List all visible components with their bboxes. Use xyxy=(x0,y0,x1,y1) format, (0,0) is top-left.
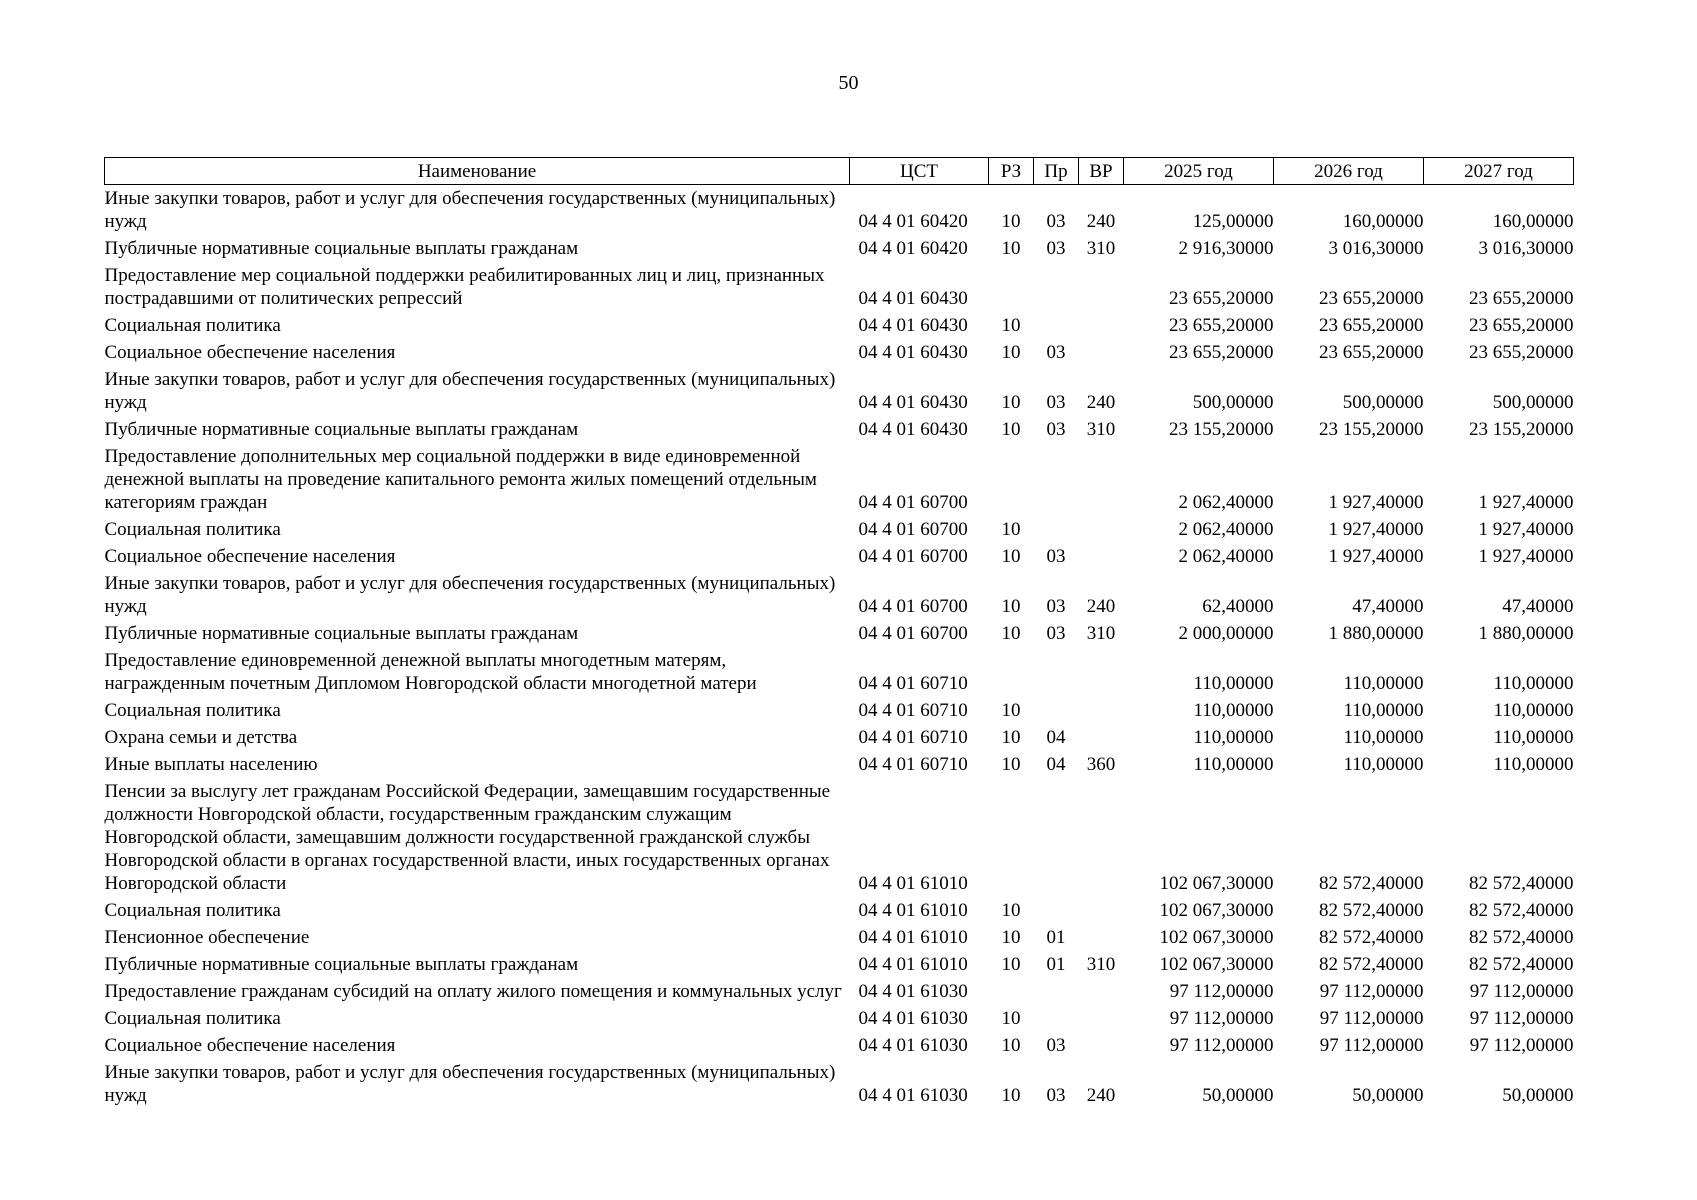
cell-name: Иные закупки товаров, работ и услуг для обеспечения государственных (муниципальных) нужд xyxy=(104,188,836,232)
cell-2026: 50,00000 xyxy=(1352,1085,1424,1106)
cell-2025: 23 655,20000 xyxy=(1169,342,1274,363)
budget-table xyxy=(104,157,1574,1109)
cell-rz: 10 xyxy=(1001,900,1021,921)
cell-cst: 04 4 01 61030 xyxy=(858,981,968,1002)
cell-name: Социальная политика xyxy=(104,519,281,540)
cell-cst: 04 4 01 61010 xyxy=(858,954,968,975)
cell-2025: 23 655,20000 xyxy=(1169,315,1274,336)
table-row xyxy=(105,1005,1574,1032)
cell-cst: 04 4 01 60700 xyxy=(858,623,968,644)
cell-2025: 125,00000 xyxy=(1192,211,1274,232)
header-name: Наименование xyxy=(105,158,850,185)
header-cst: ЦСТ xyxy=(850,158,989,185)
cell-2025: 500,00000 xyxy=(1192,392,1274,413)
cell-pr xyxy=(1034,778,1079,897)
cell-pr: 04 xyxy=(1046,727,1066,748)
cell-2027: 110,00000 xyxy=(1493,754,1574,775)
cell-vr xyxy=(1079,924,1124,951)
cell-name: Публичные нормативные социальные выплаты гражданам xyxy=(104,954,579,975)
cell-name: Предоставление гражданам субсидий на оплату жилого помещения и коммунальных услуг xyxy=(104,981,842,1002)
table-row xyxy=(105,235,1574,262)
cell-cst: 04 4 01 60430 xyxy=(858,392,968,413)
cell-2026: 23 155,20000 xyxy=(1319,419,1424,440)
cell-pr xyxy=(1034,1005,1079,1032)
cell-cst: 04 4 01 60420 xyxy=(858,238,968,259)
cell-vr xyxy=(1079,443,1124,516)
table-row xyxy=(105,1032,1574,1059)
cell-name: Иные закупки товаров, работ и услуг для обеспечения государственных (муниципальных) нужд xyxy=(104,1062,836,1106)
cell-2027: 1 927,40000 xyxy=(1478,546,1574,567)
cell-pr xyxy=(1034,978,1079,1005)
page-number: 50 xyxy=(838,72,859,94)
cell-rz: 10 xyxy=(1001,727,1021,748)
cell-2025: 110,00000 xyxy=(1193,754,1274,775)
cell-rz: 10 xyxy=(1001,623,1021,644)
cell-2025: 110,00000 xyxy=(1193,673,1274,694)
cell-2025: 50,00000 xyxy=(1202,1085,1274,1106)
cell-pr: 03 xyxy=(1046,623,1066,644)
cell-cst: 04 4 01 60420 xyxy=(858,211,968,232)
cell-2026: 3 016,30000 xyxy=(1328,238,1424,259)
cell-rz: 10 xyxy=(1001,546,1021,567)
cell-2025: 2 062,40000 xyxy=(1178,492,1274,513)
cell-name: Публичные нормативные социальные выплаты гражданам xyxy=(104,238,579,259)
cell-2025: 23 155,20000 xyxy=(1169,419,1274,440)
cell-vr xyxy=(1079,778,1124,897)
cell-pr xyxy=(1034,647,1079,697)
cell-2026: 82 572,40000 xyxy=(1319,873,1424,894)
table-row xyxy=(105,751,1574,778)
cell-pr xyxy=(1034,443,1079,516)
cell-2025: 102 067,30000 xyxy=(1159,900,1274,921)
cell-2027: 1 927,40000 xyxy=(1478,492,1574,513)
cell-pr xyxy=(1034,697,1079,724)
cell-cst: 04 4 01 60430 xyxy=(858,342,968,363)
table-row xyxy=(105,924,1574,951)
cell-2027: 82 572,40000 xyxy=(1469,927,1574,948)
cell-2027: 110,00000 xyxy=(1493,727,1574,748)
cell-pr: 03 xyxy=(1046,238,1066,259)
cell-name: Охрана семьи и детства xyxy=(104,727,298,748)
cell-2027: 23 655,20000 xyxy=(1469,288,1574,309)
cell-2026: 1 927,40000 xyxy=(1328,492,1424,513)
cell-vr: 310 xyxy=(1086,623,1116,644)
table-row xyxy=(105,443,1574,516)
cell-vr: 240 xyxy=(1086,1085,1116,1106)
cell-2026: 1 927,40000 xyxy=(1328,519,1424,540)
cell-cst: 04 4 01 61030 xyxy=(858,1085,968,1106)
cell-2027: 82 572,40000 xyxy=(1469,873,1574,894)
cell-rz: 10 xyxy=(1001,700,1021,721)
cell-2027: 82 572,40000 xyxy=(1469,954,1574,975)
header-2027: 2027 год xyxy=(1424,158,1574,185)
cell-vr: 310 xyxy=(1086,238,1116,259)
cell-2026: 23 655,20000 xyxy=(1319,342,1424,363)
cell-2027: 97 112,00000 xyxy=(1469,981,1574,1002)
cell-name: Предоставление единовременной денежной выплаты многодетным матерям, награжденным почетным Дипломом Новгородской области многодетной матери xyxy=(104,650,757,694)
cell-cst: 04 4 01 60710 xyxy=(858,727,968,748)
cell-cst: 04 4 01 60710 xyxy=(858,673,968,694)
header-2026: 2026 год xyxy=(1274,158,1424,185)
cell-rz xyxy=(989,262,1034,312)
cell-pr xyxy=(1034,897,1079,924)
header-vr: ВР xyxy=(1079,158,1124,185)
cell-pr: 03 xyxy=(1046,419,1066,440)
cell-pr xyxy=(1034,312,1079,339)
cell-2025: 2 062,40000 xyxy=(1178,546,1274,567)
cell-rz xyxy=(989,647,1034,697)
cell-2027: 1 927,40000 xyxy=(1478,519,1574,540)
cell-pr: 03 xyxy=(1046,1085,1066,1106)
cell-2025: 102 067,30000 xyxy=(1159,927,1274,948)
cell-2025: 23 655,20000 xyxy=(1169,288,1274,309)
cell-2027: 23 655,20000 xyxy=(1469,342,1574,363)
cell-2025: 97 112,00000 xyxy=(1169,1035,1274,1056)
cell-2027: 1 880,00000 xyxy=(1478,623,1574,644)
cell-rz: 10 xyxy=(1001,315,1021,336)
header-rz: РЗ xyxy=(989,158,1034,185)
table-row xyxy=(105,416,1574,443)
cell-2026: 500,00000 xyxy=(1342,392,1424,413)
cell-vr xyxy=(1079,724,1124,751)
cell-vr: 360 xyxy=(1086,754,1116,775)
cell-name: Социальное обеспечение населения xyxy=(104,1035,396,1056)
cell-vr xyxy=(1079,1005,1124,1032)
cell-vr xyxy=(1079,516,1124,543)
cell-2026: 23 655,20000 xyxy=(1319,288,1424,309)
cell-vr: 310 xyxy=(1086,954,1116,975)
cell-2026: 47,40000 xyxy=(1352,596,1424,617)
table-row xyxy=(105,543,1574,570)
table-row xyxy=(105,647,1574,697)
cell-vr xyxy=(1079,262,1124,312)
cell-2026: 110,00000 xyxy=(1343,700,1424,721)
cell-2026: 97 112,00000 xyxy=(1319,1008,1424,1029)
cell-rz: 10 xyxy=(1001,1008,1021,1029)
table-row xyxy=(105,366,1574,416)
table-row xyxy=(105,620,1574,647)
cell-cst: 04 4 01 60430 xyxy=(858,315,968,336)
cell-name: Пенсионное обеспечение xyxy=(104,927,310,948)
table-row xyxy=(105,1059,1574,1109)
cell-2025: 62,40000 xyxy=(1202,596,1274,617)
cell-cst: 04 4 01 61010 xyxy=(858,873,968,894)
cell-cst: 04 4 01 60700 xyxy=(858,596,968,617)
cell-name: Предоставление мер социальной поддержки реабилитированных лиц и лиц, признанных пострадавшими от политических репрессий xyxy=(104,265,825,309)
cell-cst: 04 4 01 61010 xyxy=(858,927,968,948)
cell-2026: 97 112,00000 xyxy=(1319,1035,1424,1056)
cell-pr: 03 xyxy=(1046,211,1066,232)
cell-2026: 82 572,40000 xyxy=(1319,954,1424,975)
table-row xyxy=(105,262,1574,312)
cell-vr: 240 xyxy=(1086,211,1116,232)
cell-2026: 1 927,40000 xyxy=(1328,546,1424,567)
cell-vr xyxy=(1079,543,1124,570)
table-row xyxy=(105,724,1574,751)
cell-2026: 1 880,00000 xyxy=(1328,623,1424,644)
cell-2027: 82 572,40000 xyxy=(1469,900,1574,921)
cell-pr xyxy=(1034,516,1079,543)
cell-rz xyxy=(989,778,1034,897)
cell-rz: 10 xyxy=(1001,519,1021,540)
cell-rz: 10 xyxy=(1001,1085,1021,1106)
cell-name: Социальная политика xyxy=(104,1008,281,1029)
cell-2027: 50,00000 xyxy=(1502,1085,1574,1106)
cell-pr: 01 xyxy=(1046,927,1066,948)
cell-rz: 10 xyxy=(1001,211,1021,232)
cell-rz: 10 xyxy=(1001,596,1021,617)
cell-2027: 110,00000 xyxy=(1493,673,1574,694)
cell-cst: 04 4 01 60710 xyxy=(858,754,968,775)
cell-2026: 160,00000 xyxy=(1342,211,1424,232)
cell-rz: 10 xyxy=(1001,342,1021,363)
cell-cst: 04 4 01 60710 xyxy=(858,700,968,721)
table-row xyxy=(105,516,1574,543)
cell-2026: 82 572,40000 xyxy=(1319,900,1424,921)
cell-2027: 23 155,20000 xyxy=(1469,419,1574,440)
cell-2027: 47,40000 xyxy=(1502,596,1574,617)
cell-name: Пенсии за выслугу лет гражданам Российской Федерации, замещавшим государственные должности Новгородской области, государственным гражданским служащим Новгородской области, замещавшим должности государственной гражданской службы Новгородской области в органах государственной власти, иных государственных органах Новгородской области xyxy=(104,781,831,894)
cell-2027: 110,00000 xyxy=(1493,700,1574,721)
cell-2025: 102 067,30000 xyxy=(1159,873,1274,894)
cell-vr xyxy=(1079,339,1124,366)
cell-2026: 23 655,20000 xyxy=(1319,315,1424,336)
cell-name: Иные выплаты населению xyxy=(104,754,318,775)
cell-name: Социальное обеспечение населения xyxy=(104,546,396,567)
cell-rz: 10 xyxy=(1001,238,1021,259)
cell-2025: 97 112,00000 xyxy=(1169,981,1274,1002)
cell-pr: 01 xyxy=(1046,954,1066,975)
table-row xyxy=(105,897,1574,924)
cell-pr: 03 xyxy=(1046,342,1066,363)
cell-2025: 110,00000 xyxy=(1193,700,1274,721)
cell-2026: 110,00000 xyxy=(1343,673,1424,694)
cell-2025: 97 112,00000 xyxy=(1169,1008,1274,1029)
cell-name: Иные закупки товаров, работ и услуг для обеспечения государственных (муниципальных) нужд xyxy=(104,573,836,617)
cell-rz: 10 xyxy=(1001,392,1021,413)
table-row xyxy=(105,570,1574,620)
cell-cst: 04 4 01 60700 xyxy=(858,519,968,540)
cell-2026: 97 112,00000 xyxy=(1319,981,1424,1002)
cell-2027: 3 016,30000 xyxy=(1478,238,1574,259)
table-row xyxy=(105,778,1574,897)
cell-cst: 04 4 01 61030 xyxy=(858,1008,968,1029)
cell-vr xyxy=(1079,312,1124,339)
cell-pr: 03 xyxy=(1046,392,1066,413)
table-row xyxy=(105,978,1574,1005)
cell-vr: 240 xyxy=(1086,392,1116,413)
cell-rz xyxy=(989,978,1034,1005)
cell-pr xyxy=(1034,262,1079,312)
cell-cst: 04 4 01 61010 xyxy=(858,900,968,921)
cell-2026: 82 572,40000 xyxy=(1319,927,1424,948)
cell-2027: 500,00000 xyxy=(1492,392,1574,413)
header-pr: Пр xyxy=(1034,158,1079,185)
cell-2027: 97 112,00000 xyxy=(1469,1008,1574,1029)
cell-name: Социальная политика xyxy=(104,700,281,721)
cell-vr xyxy=(1079,697,1124,724)
table-body xyxy=(105,185,1574,1110)
cell-name: Иные закупки товаров, работ и услуг для обеспечения государственных (муниципальных) нужд xyxy=(104,369,836,413)
cell-vr xyxy=(1079,978,1124,1005)
cell-name: Социальная политика xyxy=(104,315,281,336)
table-row xyxy=(105,185,1574,236)
cell-2027: 160,00000 xyxy=(1492,211,1574,232)
cell-cst: 04 4 01 61030 xyxy=(858,1035,968,1056)
cell-pr: 03 xyxy=(1046,596,1066,617)
cell-pr: 03 xyxy=(1046,1035,1066,1056)
cell-2027: 97 112,00000 xyxy=(1469,1035,1574,1056)
cell-vr xyxy=(1079,647,1124,697)
cell-2025: 110,00000 xyxy=(1193,727,1274,748)
cell-cst: 04 4 01 60700 xyxy=(858,492,968,513)
cell-name: Социальная политика xyxy=(104,900,281,921)
cell-name: Предоставление дополнительных мер социальной поддержки в виде единовременной денежной выплаты на проведение капитального ремонта жилых помещений отдельным категориям граждан xyxy=(104,446,817,513)
cell-cst: 04 4 01 60430 xyxy=(858,288,968,309)
cell-rz: 10 xyxy=(1001,1035,1021,1056)
header-2025: 2025 год xyxy=(1124,158,1274,185)
cell-rz: 10 xyxy=(1001,754,1021,775)
cell-2025: 102 067,30000 xyxy=(1159,954,1274,975)
cell-2025: 2 000,00000 xyxy=(1178,623,1274,644)
cell-rz: 10 xyxy=(1001,927,1021,948)
table-row xyxy=(105,312,1574,339)
table-header-row xyxy=(105,158,1574,185)
cell-vr xyxy=(1079,1032,1124,1059)
cell-2026: 110,00000 xyxy=(1343,727,1424,748)
cell-2026: 110,00000 xyxy=(1343,754,1424,775)
cell-rz: 10 xyxy=(1001,419,1021,440)
cell-2027: 23 655,20000 xyxy=(1469,315,1574,336)
cell-pr: 03 xyxy=(1046,546,1066,567)
cell-name: Публичные нормативные социальные выплаты гражданам xyxy=(104,623,579,644)
cell-vr: 240 xyxy=(1086,596,1116,617)
cell-name: Социальное обеспечение населения xyxy=(104,342,396,363)
cell-2025: 2 062,40000 xyxy=(1178,519,1274,540)
cell-cst: 04 4 01 60700 xyxy=(858,546,968,567)
table-row xyxy=(105,951,1574,978)
cell-pr: 04 xyxy=(1046,754,1066,775)
cell-vr: 310 xyxy=(1086,419,1116,440)
table-row xyxy=(105,697,1574,724)
cell-vr xyxy=(1079,897,1124,924)
cell-rz: 10 xyxy=(1001,954,1021,975)
cell-cst: 04 4 01 60430 xyxy=(858,419,968,440)
cell-rz xyxy=(989,443,1034,516)
table-row xyxy=(105,339,1574,366)
cell-name: Публичные нормативные социальные выплаты гражданам xyxy=(104,419,579,440)
cell-2025: 2 916,30000 xyxy=(1178,238,1274,259)
